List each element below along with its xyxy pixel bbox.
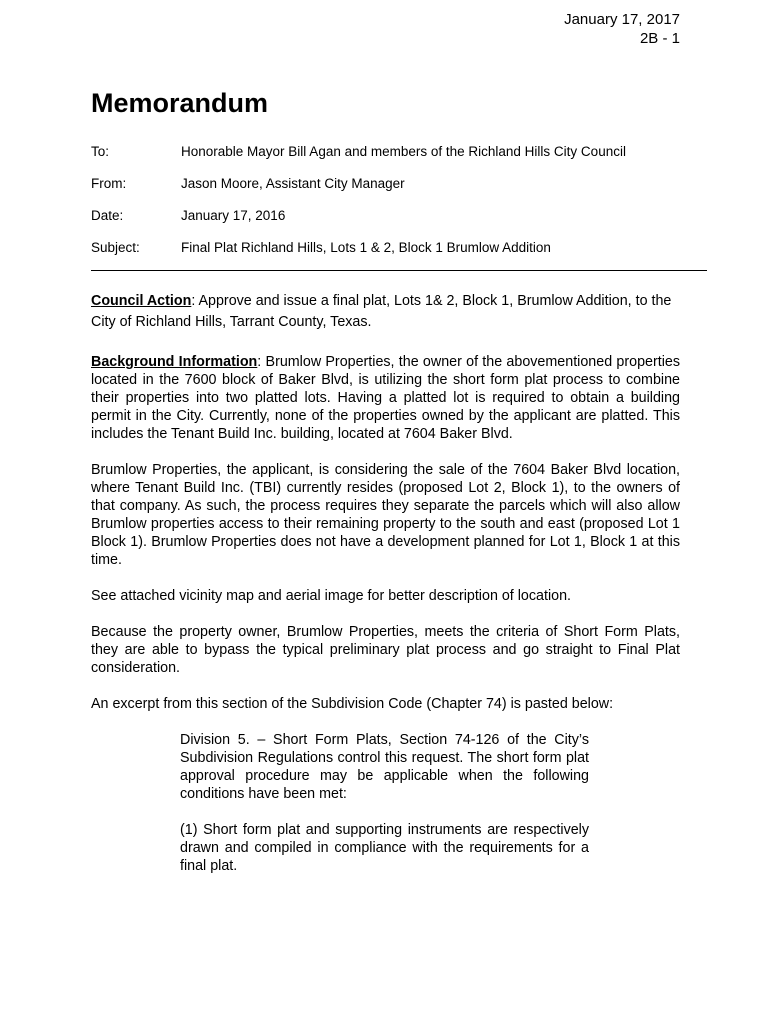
background-text: : Brumlow Properties, the owner of the abovementioned properties located in the 7600 block of Baker Blvd, is utilizing the short form plat process to combine their properties into two platted lots. Having a platted lot is required to obtain a building permit in the City. Currently, none of the properties owned by the applicant are platted. This includes the Tenant Build Inc. building, located at 7604 Baker Blvd. — [91, 354, 680, 442]
body-paragraph-attachments: See attached vicinity map and aerial image for better description of location. — [91, 588, 572, 604]
code-excerpt-condition-1: (1) Short form plat and supporting instruments are respectively drawn and compiled in compliance with the requirements for a final plat. — [180, 822, 589, 874]
memo-from-value: Jason Moore, Assistant City Manager — [181, 176, 405, 191]
memo-from-row — [91, 176, 711, 208]
header-date: January 17, 2017 — [564, 11, 680, 28]
memo-from-label: From: — [91, 176, 127, 191]
memo-subject-label: Subject: — [91, 240, 140, 255]
council-action-text: : Approve and issue a final plat, Lots 1& 2, Block 1, Brumlow Addition, to the City of Richland Hills, Tarrant County, Texas. — [91, 293, 672, 330]
memo-to-row — [91, 144, 711, 176]
code-excerpt-division: Division 5. – Short Form Plats, Section 74-126 of the City’s Subdivision Regulations control this request. The short form plat approval procedure may be applicable when the following conditions have been met: — [180, 732, 589, 802]
memo-header-fields — [91, 144, 711, 272]
document-header — [564, 10, 680, 48]
memo-to-value: Honorable Mayor Bill Agan and members of the Richland Hills City Council — [181, 144, 626, 159]
memo-date-value: January 17, 2016 — [181, 208, 286, 223]
memo-to-label: To: — [91, 144, 110, 159]
body-paragraph-criteria: Because the property owner, Brumlow Properties, meets the criteria of Short Form Plats, they are able to bypass the typical preliminary plat process and go straight to Final Plat consideration. — [91, 624, 680, 676]
background-label: Background Information — [91, 354, 258, 370]
council-action-label: Council Action — [91, 293, 192, 309]
memo-date-label: Date: — [91, 208, 124, 223]
memo-body — [91, 291, 680, 893]
agenda-item-number: 2B - 1 — [639, 30, 680, 47]
header-divider — [91, 270, 707, 271]
memo-date-row — [91, 208, 711, 240]
background-paragraph — [91, 353, 680, 443]
body-paragraph-excerpt-intro: An excerpt from this section of the Subdivision Code (Chapter 74) is pasted below: — [91, 696, 614, 712]
council-action-paragraph — [91, 291, 680, 333]
document-title: Memorandum — [91, 88, 269, 118]
memo-subject-value: Final Plat Richland Hills, Lots 1 & 2, Block 1 Brumlow Addition — [181, 240, 551, 255]
body-paragraph-sale: Brumlow Properties, the applicant, is considering the sale of the 7604 Baker Blvd location, where Tenant Build Inc. (TBI) currently resides (proposed Lot 2, Block 1), to the owners of that company. As such, the process requires they separate the parcels which will also allow Brumlow properties access to their remaining property to the south and east (proposed Lot 1 Block 1). Brumlow Properties does not have a development planned for Lot 1, Block 1 at this time. — [91, 462, 680, 568]
memo-subject-row — [91, 240, 711, 272]
